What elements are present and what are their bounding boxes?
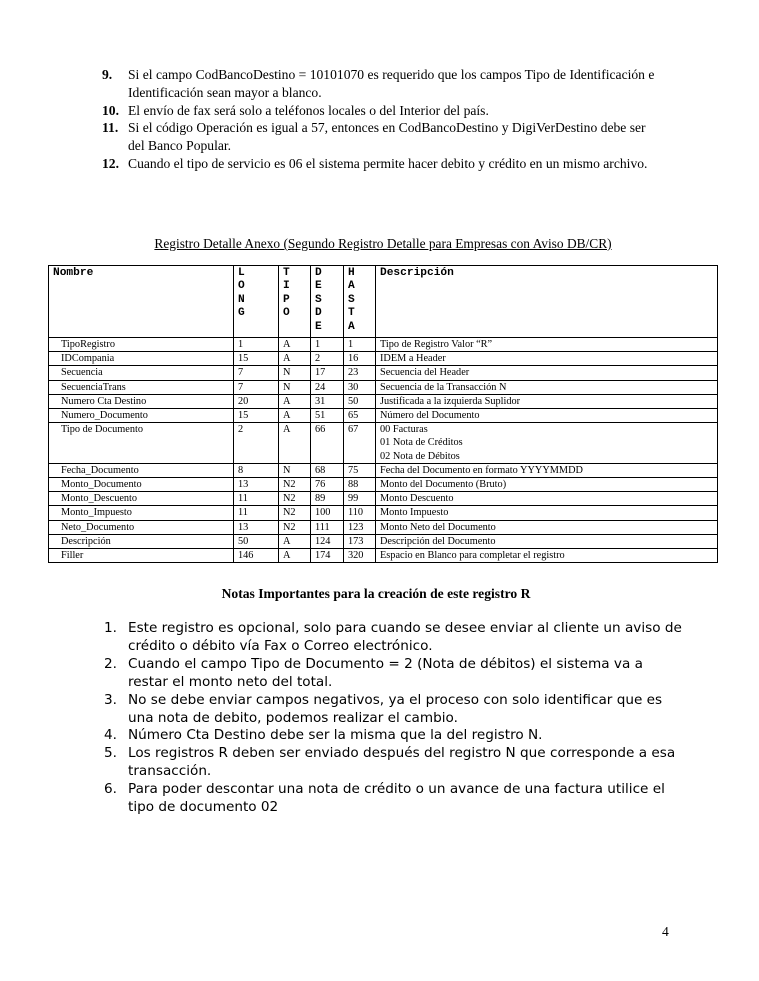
table-header-row [49,266,718,338]
cell-descripcion: IDEM a Header [376,352,718,366]
note-number: 2. [104,655,117,672]
cell-nombre: Secuencia [49,366,234,380]
cell-nombre: Monto_Descuento [49,492,234,506]
note-text: Los registros R deben ser enviado después del registro N que corresponde a esa transacción. [128,745,676,780]
header-hasta: H A S T A [344,266,376,338]
cell-nombre: Numero_Documento [49,409,234,423]
cell-long: 146 [234,549,279,563]
header-long: L O N G [234,266,279,338]
cell-long: 1 [234,338,279,352]
cell-tipo: N2 [279,506,311,520]
note-text: Este registro es opcional, solo para cuando se desee enviar al cliente un aviso de crédito o débito vía Fax o Correo electrónico. [128,620,682,654]
list-item [102,119,662,155]
cell-long: 13 [234,478,279,492]
item-text: Si el código Operación es igual a 57, entonces en CodBancoDestino y DigiVerDestino debe ser del Banco Popular. [128,120,646,154]
cell-tipo: A [279,409,311,423]
cell-desde: 31 [311,394,344,408]
cell-descripcion: Número del Documento [376,409,718,423]
cell-hasta: 23 [344,366,376,380]
item-number: 12. [102,155,119,171]
cell-hasta: 30 [344,380,376,394]
note-item [104,727,684,745]
cell-descripcion: Descripción del Documento [376,534,718,548]
table-row [49,352,718,366]
note-item [104,656,684,692]
cell-long: 15 [234,409,279,423]
cell-hasta: 99 [344,492,376,506]
cell-nombre: SecuenciaTrans [49,380,234,394]
table-row [49,423,718,464]
note-number: 4. [104,727,117,744]
desc-line: 02 Nota de Débitos [380,450,460,462]
cell-descripcion: Secuencia del Header [376,366,718,380]
cell-descripcion: Tipo de Registro Valor “R” [376,338,718,352]
table-row [49,549,718,563]
cell-descripcion [376,423,718,464]
cell-tipo: A [279,338,311,352]
cell-tipo: A [279,352,311,366]
cell-desde: 124 [311,534,344,548]
cell-nombre: IDCompania [49,352,234,366]
cell-nombre: Monto_Documento [49,478,234,492]
note-number: 3. [104,691,117,708]
cell-long: 7 [234,366,279,380]
table-row [49,366,718,380]
cell-nombre: TipoRegistro [49,338,234,352]
record-detail-table [48,265,718,563]
cell-long: 15 [234,352,279,366]
cell-desde: 17 [311,366,344,380]
cell-tipo: A [279,534,311,548]
cell-long: 2 [234,423,279,464]
desc-line: 00 Facturas [380,424,428,436]
cell-tipo: N2 [279,492,311,506]
header-nombre: Nombre [49,266,234,338]
note-item [104,745,684,781]
cell-desde: 68 [311,463,344,477]
cell-tipo: A [279,394,311,408]
note-number: 5. [104,745,117,762]
notes-list [104,620,684,817]
cell-descripcion: Monto Impuesto [376,506,718,520]
cell-descripcion: Monto Descuento [376,492,718,506]
item-text: El envío de fax será solo a teléfonos locales o del Interior del país. [128,102,489,118]
table-row [49,520,718,534]
cell-desde: 174 [311,549,344,563]
cell-hasta: 16 [344,352,376,366]
table-row [49,409,718,423]
cell-tipo: A [279,423,311,464]
table-row [49,492,718,506]
cell-long: 8 [234,463,279,477]
cell-long: 11 [234,492,279,506]
cell-hasta: 173 [344,534,376,548]
table-row [49,380,718,394]
note-text: Número Cta Destino debe ser la misma que la del registro N. [128,727,543,744]
cell-nombre: Numero Cta Destino [49,394,234,408]
cell-long: 7 [234,380,279,394]
cell-hasta: 67 [344,423,376,464]
cell-nombre: Monto_Impuesto [49,506,234,520]
desc-line: 01 Nota de Créditos [380,437,463,449]
cell-desde: 24 [311,380,344,394]
cell-descripcion: Monto del Documento (Bruto) [376,478,718,492]
table-row [49,338,718,352]
cell-hasta: 75 [344,463,376,477]
cell-desde: 66 [311,423,344,464]
cell-tipo: N2 [279,478,311,492]
cell-descripcion: Espacio en Blanco para completar el registro [376,549,718,563]
header-descripcion: Descripción [376,266,718,338]
cell-tipo: N [279,366,311,380]
cell-desde: 100 [311,506,344,520]
cell-desde: 1 [311,338,344,352]
table-row [49,478,718,492]
item-number: 10. [102,102,119,118]
table-row [49,394,718,408]
note-text: Para poder descontar una nota de crédito o un avance de una factura utilice el tipo de documento 02 [128,781,665,816]
table-row [49,506,718,520]
note-item [104,781,684,817]
cell-nombre: Tipo de Documento [49,423,234,464]
cell-desde: 2 [311,352,344,366]
cell-descripcion: Monto Neto del Documento [376,520,718,534]
header-desde: D E S D E [311,266,344,338]
cell-tipo: N [279,380,311,394]
page-number: 4 [662,924,669,939]
list-item [102,155,662,173]
list-item [102,102,662,120]
note-item [104,620,684,656]
cell-nombre: Descripción [49,534,234,548]
requirements-list [102,66,662,173]
list-item [102,66,662,102]
table-row [49,463,718,477]
cell-long: 11 [234,506,279,520]
item-number: 11. [102,120,119,136]
item-text: Cuando el tipo de servicio es 06 el sistema permite hacer debito y crédito en un mismo archivo. [128,155,648,171]
cell-long: 50 [234,534,279,548]
note-number: 6. [104,781,117,798]
note-text: No se debe enviar campos negativos, ya el proceso con solo identificar que es una nota de debito, podemos realizar el cambio. [128,691,663,726]
cell-descripcion: Fecha del Documento en formato YYYYMMDD [376,463,718,477]
cell-descripcion: Secuencia de la Transacción N [376,380,718,394]
cell-desde: 111 [311,520,344,534]
cell-tipo: N2 [279,520,311,534]
cell-nombre: Filler [49,549,234,563]
cell-descripcion: Justificada a la izquierda Suplidor [376,394,718,408]
cell-desde: 89 [311,492,344,506]
note-text: Cuando el campo Tipo de Documento = 2 (Nota de débitos) el sistema va a restar el monto neto del total. [128,655,643,690]
header-tipo: T I P O [279,266,311,338]
cell-tipo: N [279,463,311,477]
cell-desde: 76 [311,478,344,492]
table-row [49,534,718,548]
cell-desde: 51 [311,409,344,423]
item-number: 9. [102,67,113,82]
cell-hasta: 123 [344,520,376,534]
cell-hasta: 50 [344,394,376,408]
item-text: Si el campo CodBancoDestino = 10101070 es requerido que los campos Tipo de Identificación e Identificación sean mayor a blanco. [128,67,655,100]
cell-hasta: 320 [344,549,376,563]
cell-hasta: 65 [344,409,376,423]
cell-hasta: 88 [344,478,376,492]
cell-hasta: 110 [344,506,376,520]
table-title: Registro Detalle Anexo (Segundo Registro Detalle para Empresas con Aviso DB/CR) [154,236,612,251]
cell-nombre: Neto_Documento [49,520,234,534]
cell-tipo: A [279,549,311,563]
note-item [104,692,684,728]
note-number: 1. [104,620,117,636]
cell-long: 20 [234,394,279,408]
cell-long: 13 [234,520,279,534]
notes-title: Notas Importantes para la creación de este registro R [221,586,531,601]
cell-hasta: 1 [344,338,376,352]
cell-nombre: Fecha_Documento [49,463,234,477]
